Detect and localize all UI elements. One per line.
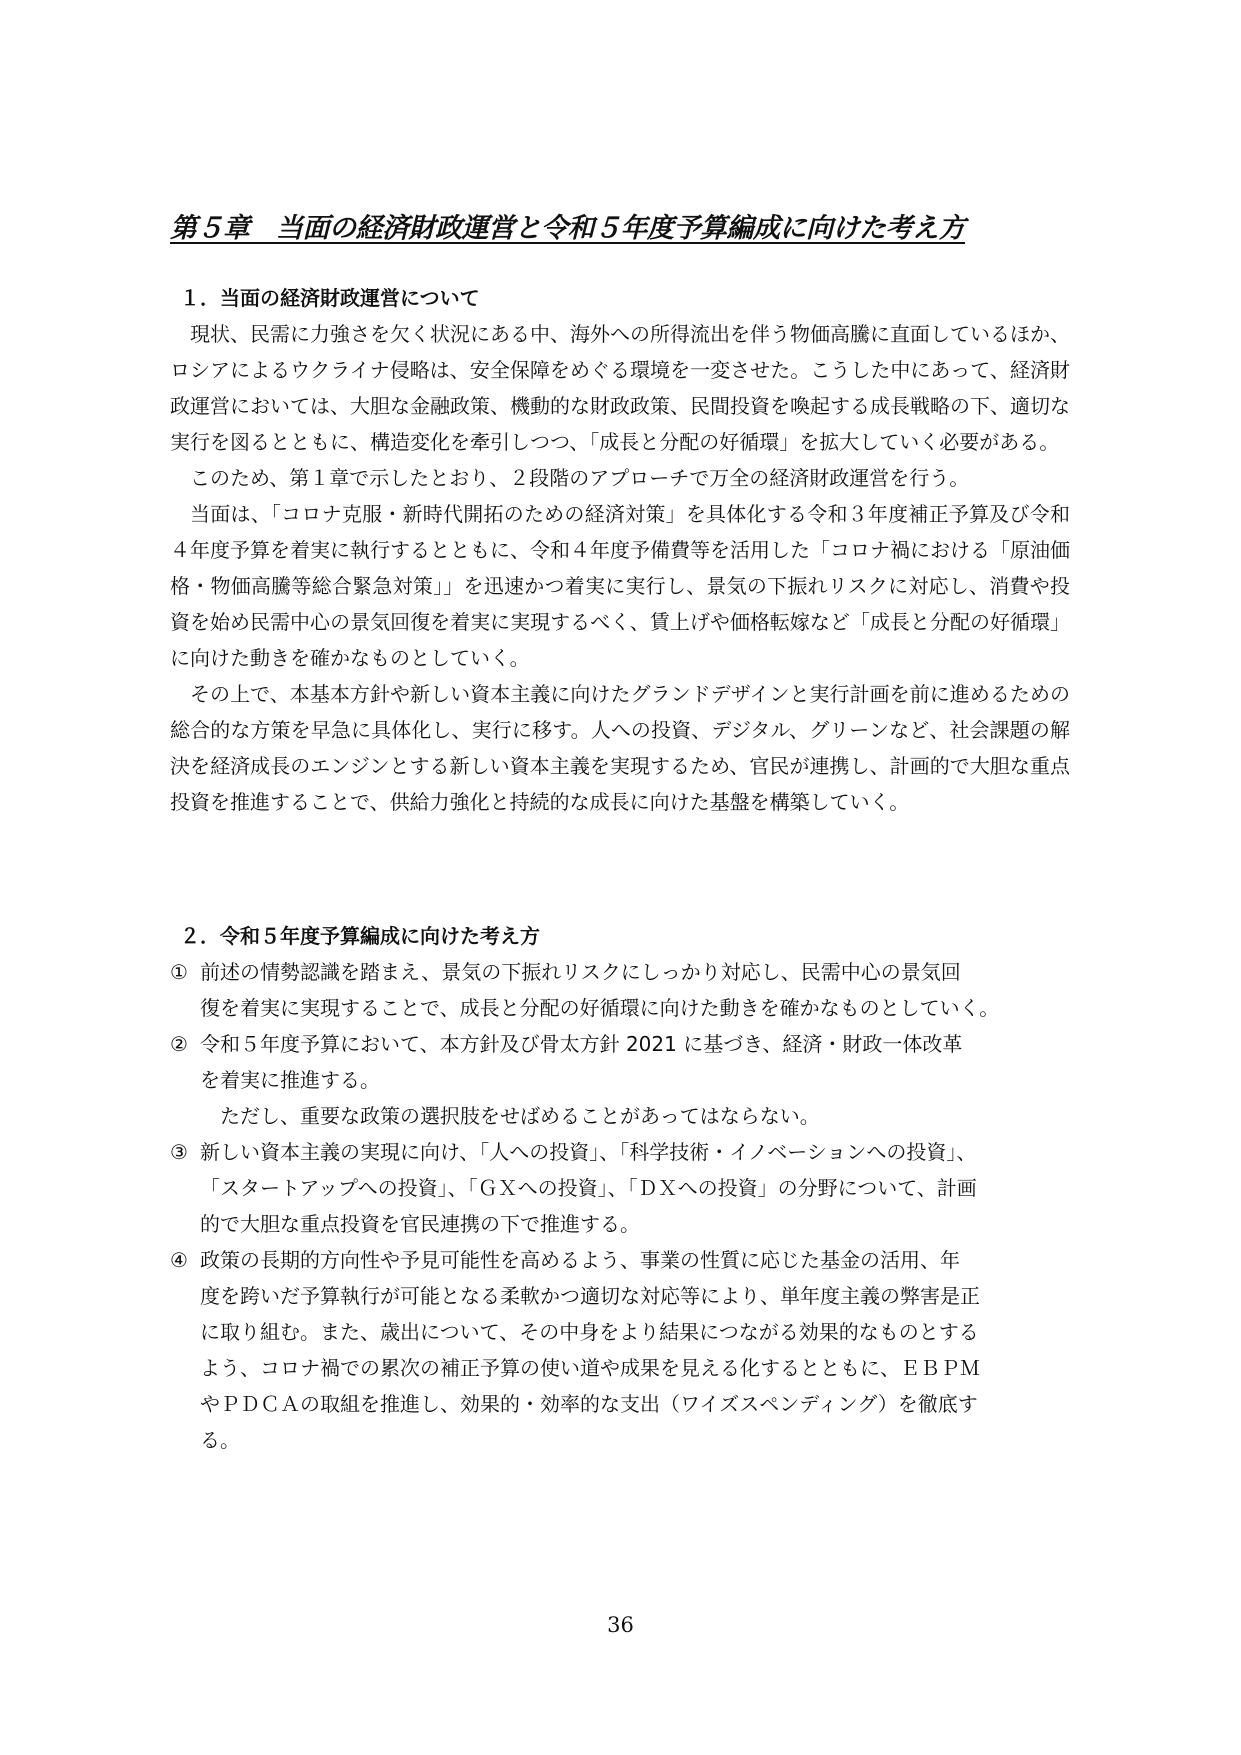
- list-item-line: に取り組む。また、歳出について、その中身をより結果につながる効果的なものとする: [200, 1320, 979, 1344]
- paragraph: 当面は、「コロナ克服・新時代開拓のための経済対策」を具体化する令和３年度補正予算及び令和４年度予算を着実に執行するとともに、令和４年度予備費等を活用した「コロナ禍における「原油価格・物価高騰等総合緊急対策」」を迅速かつ着実に実行し、景気の下振れリスクに対応し、消費や投資を始め民需中心の景気回復を着実に実現するべく、賃上げや価格転嫁など「成長と分配の好循環」に向けた動きを確かなものとしていく。: [170, 502, 1070, 670]
- list-item-line: る。: [200, 1428, 240, 1452]
- list-marker: ①: [170, 960, 188, 984]
- list-marker: ②: [170, 1032, 188, 1056]
- list-item-line: 的で大胆な重点投資を官民連携の下で推進する。: [200, 1212, 640, 1236]
- list-item-line: を着実に推進する。: [200, 1068, 380, 1092]
- list-item-note: ただし、重要な政策の選択肢をせばめることがあってはならない。: [220, 1104, 820, 1128]
- paragraph: その上で、本基本方針や新しい資本主義に向けたグランドデザインと実行計画を前に進めるための総合的な方策を早急に具体化し、実行に移す。人への投資、デジタル、グリーンなど、社会課題の解決を経済成長のエンジンとする新しい資本主義を実現するため、官民が連携し、計画的で大胆な重点投資を推進することで、供給力強化と持続的な成長に向けた基盤を構築していく。: [170, 682, 1070, 814]
- list-item-line: よう、コロナ禍での累次の補正予算の使い道や成果を見える化するとともに、ＥＢＰＭ: [200, 1356, 980, 1380]
- numbered-list: [170, 954, 1070, 1458]
- list-item-line: 令和５年度予算において、本方針及び骨太方針 2021 に基づき、経済・財政一体改革: [200, 1032, 963, 1056]
- list-item-line: 「スタートアップへの投資」、「ＧＸへの投資」、「ＤＸへの投資」の分野について、計画: [200, 1176, 977, 1200]
- list-item-line: 新しい資本主義の実現に向け、「人への投資」、「科学技術・イノベーションへの投資」、: [200, 1140, 977, 1164]
- paragraph: 現状、民需に力強さを欠く状況にある中、海外への所得流出を伴う物価高騰に直面しているほか、ロシアによるウクライナ侵略は、安全保障をめぐる環境を一変させた。こうした中にあって、経済財政運営においては、大胆な金融政策、機動的な財政政策、民間投資を喚起する成長戦略の下、適切な実行を図るとともに、構造変化を牽引しつつ、「成長と分配の好循環」を拡大していく必要がある。: [170, 322, 1070, 454]
- section-heading-2: ２．令和５年度予算編成に向けた考え方: [180, 924, 540, 948]
- section-budget-approach: [170, 918, 1070, 1458]
- paragraph: このため、第１章で示したとおり、２段階のアプローチで万全の経済財政運営を行う。: [190, 466, 970, 490]
- page-number: 36: [607, 1613, 634, 1637]
- list-item-line: 政策の長期的方向性や予見可能性を高めるよう、事業の性質に応じた基金の活用、年: [200, 1248, 960, 1272]
- list-item-line: 前述の情勢認識を踏まえ、景気の下振れリスクにしっかり対応し、民需中心の景気回: [200, 960, 961, 984]
- list-item: [170, 954, 1075, 1026]
- list-marker: ④: [170, 1248, 188, 1272]
- list-item-line: 復を着実に実現することで、成長と分配の好循環に向けた動きを確かなものとしていく。: [200, 996, 1000, 1020]
- list-item: [170, 1026, 1075, 1134]
- list-item: [170, 1134, 1075, 1242]
- list-marker: ③: [170, 1140, 188, 1164]
- section-current-fiscal-management: [170, 280, 1070, 820]
- list-item-line: 度を跨いだ予算執行が可能となる柔軟かつ適切な対応等により、単年度主義の弊害是正: [200, 1284, 980, 1308]
- list-item: [170, 1242, 1075, 1458]
- section-heading-1: １．当面の経済財政運営について: [180, 286, 480, 310]
- list-item-line: やＰＤＣＡの取組を推進し、効果的・効率的な支出（ワイズスペンディング）を徹底す: [200, 1392, 978, 1416]
- chapter-title: 第５章 当面の経済財政運営と令和５年度予算編成に向けた考え方: [170, 213, 965, 244]
